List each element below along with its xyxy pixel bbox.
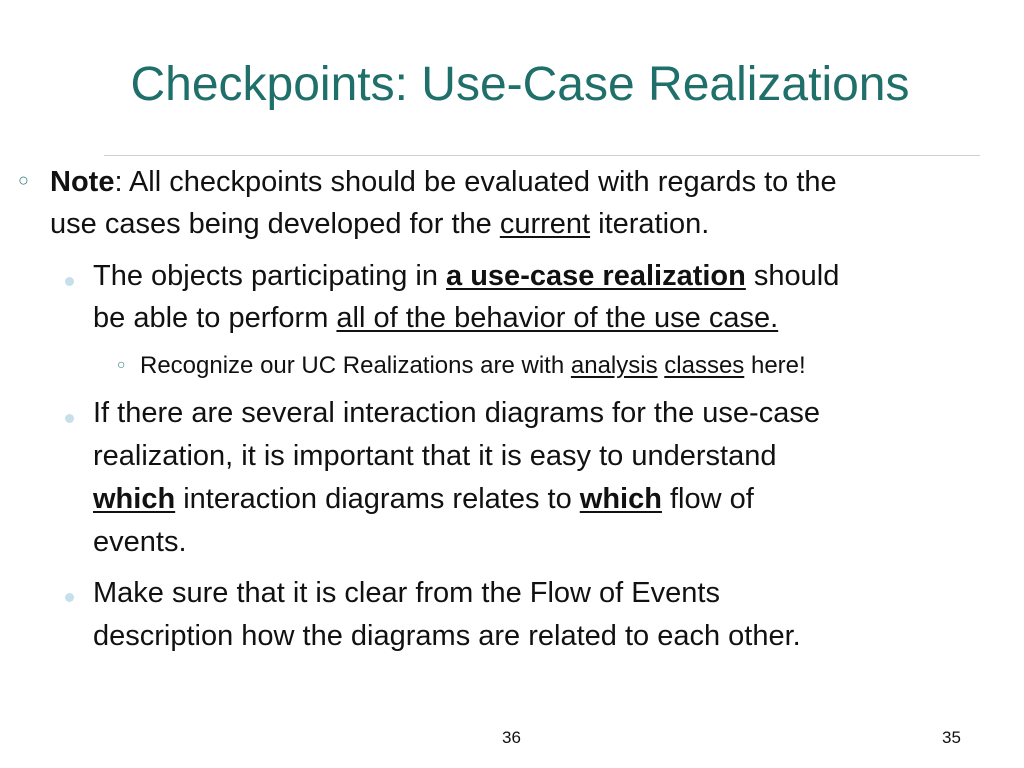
interaction-line-3-end: flow of	[661, 483, 754, 515]
use-case-realization-emphasis: a use-case realization	[446, 260, 746, 292]
objects-line-1-end: should	[745, 260, 840, 292]
classes-underlined: classes	[664, 352, 745, 379]
hollow-circle-bullet-icon: ○	[18, 170, 29, 190]
note-line-1	[50, 161, 837, 203]
interaction-line-2: realization, it is important that it is easy to understand	[93, 440, 777, 472]
footer-page-number: 35	[942, 728, 961, 747]
recognize-line	[140, 350, 806, 382]
flow-line-1: Make sure that it is clear from the Flow of Events	[93, 577, 720, 609]
current-underlined: current	[499, 208, 591, 240]
note-line-1-text: : All checkpoints should be evaluated with regards to the	[114, 166, 837, 198]
filled-dot-bullet-icon	[65, 414, 74, 423]
objects-line-2	[93, 297, 778, 339]
note-line-2-text: use cases being developed for the	[50, 208, 500, 240]
small-hollow-circle-bullet-icon: ○	[117, 356, 126, 372]
flow-line-2: description how the diagrams are related to each other.	[93, 620, 801, 652]
which-emphasis-2: which	[579, 483, 662, 515]
objects-line-1-text: The objects participating in	[93, 260, 447, 292]
recognize-text: Recognize our UC Realizations are with	[140, 352, 571, 379]
note-line-2	[50, 203, 709, 245]
objects-line-1	[93, 255, 839, 297]
objects-line-2-text: be able to perform	[93, 302, 337, 334]
filled-dot-bullet-icon	[65, 593, 74, 602]
analysis-underlined: analysis	[570, 352, 658, 379]
recognize-end: here!	[744, 352, 806, 379]
note-line-2-end: iteration.	[590, 208, 710, 240]
filled-dot-bullet-icon	[65, 277, 74, 286]
interaction-line-3-text: interaction diagrams relates to	[175, 483, 580, 515]
all-behavior-underlined: all of the behavior of the use case.	[336, 302, 779, 334]
footer-number-center: 36	[502, 728, 521, 747]
slide-title: Checkpoints: Use-Case Realizations	[130, 58, 910, 111]
which-emphasis-1: which	[93, 483, 176, 515]
interaction-line-1: If there are several interaction diagrams for the use-case	[93, 397, 820, 429]
note-label: Note	[50, 166, 115, 198]
interaction-line-4: events.	[93, 526, 187, 558]
interaction-line-3	[93, 478, 754, 520]
